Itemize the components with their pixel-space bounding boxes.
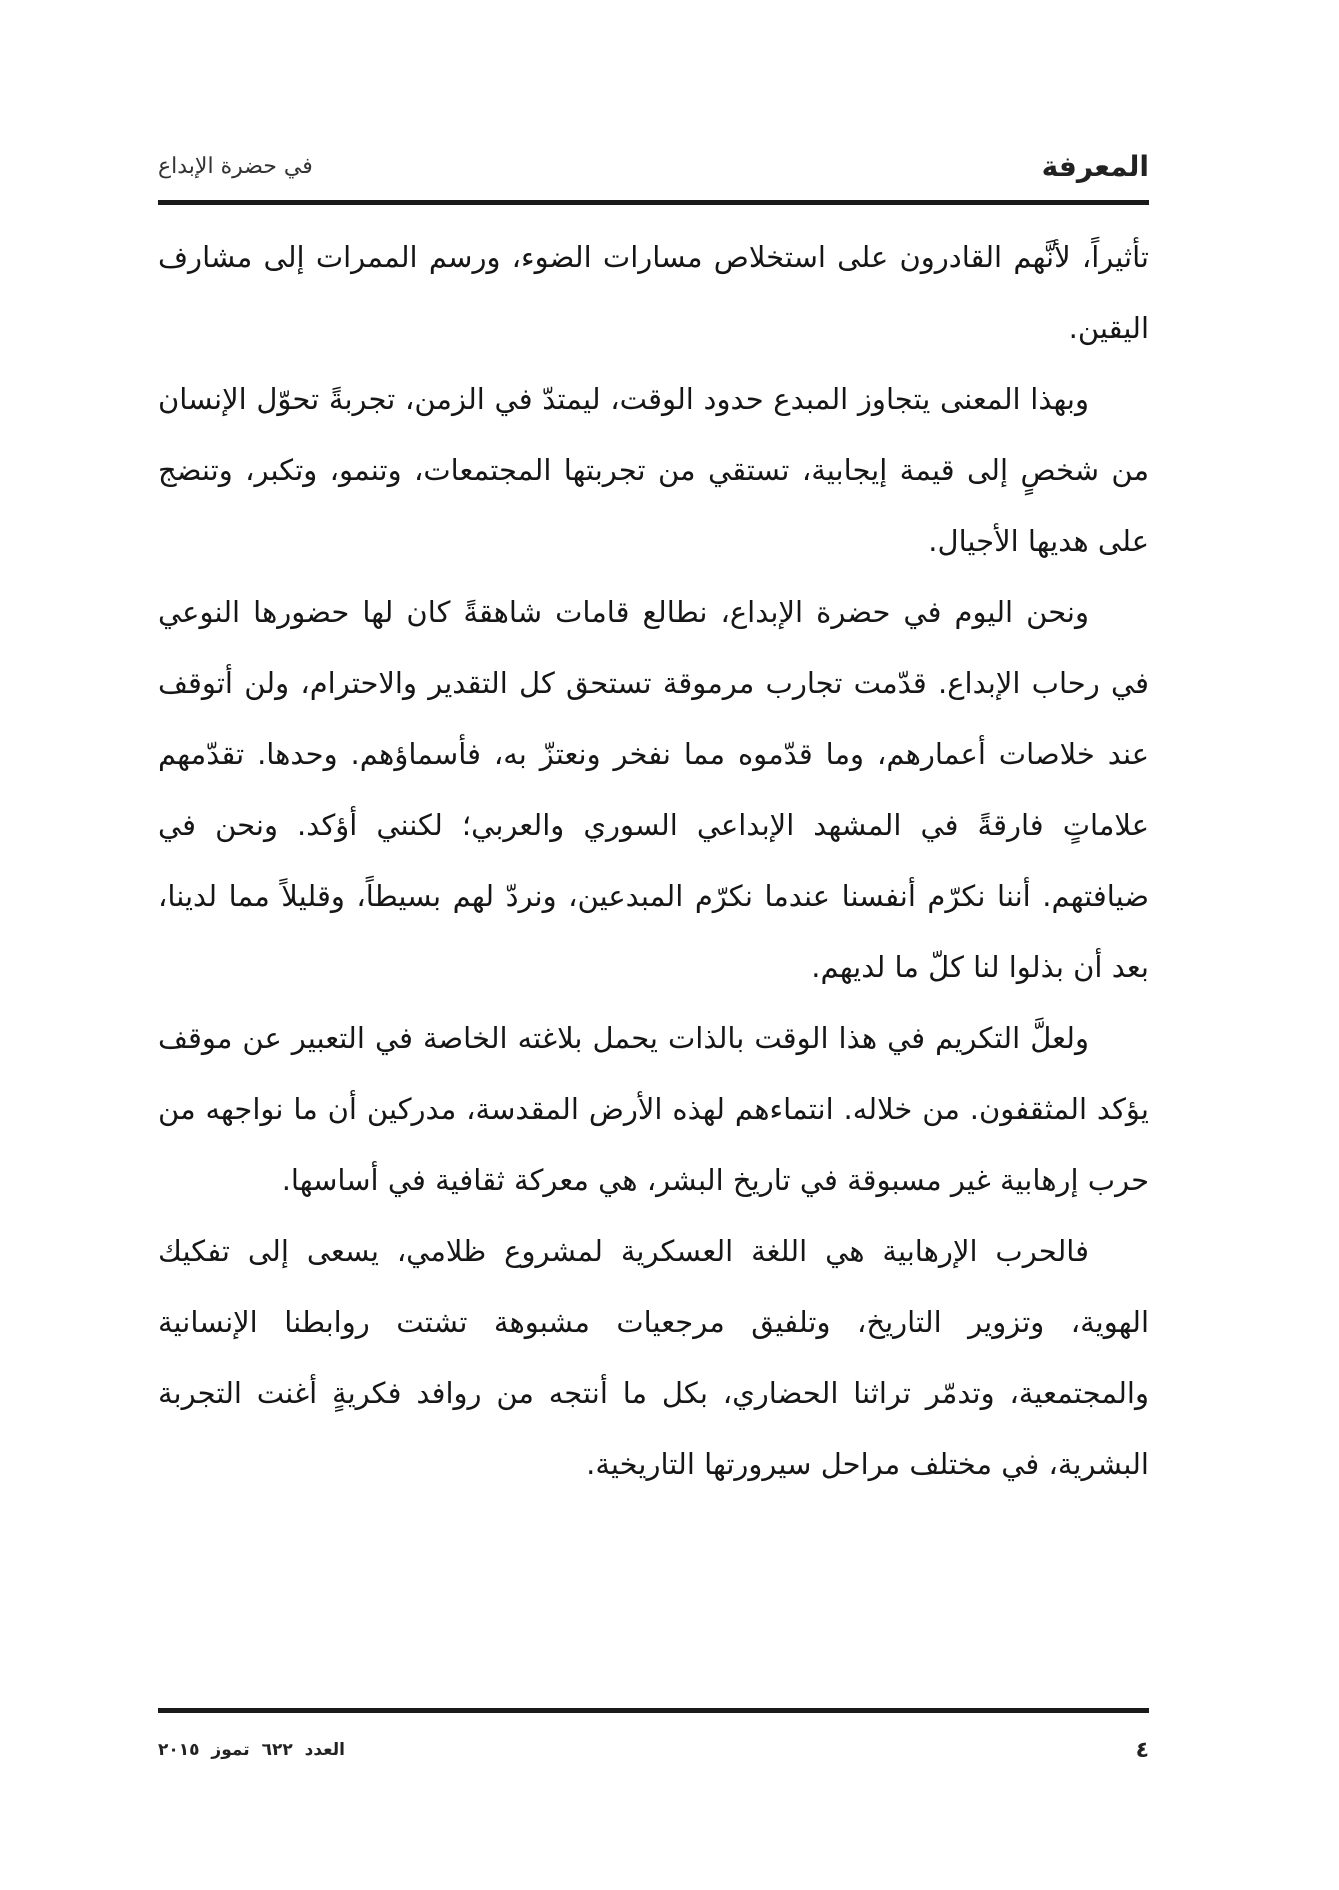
paragraph-4: ولعلَّ التكريم في هذا الوقت بالذات يحمل بلاغته الخاصة في التعبير عن موقف يؤكد المثقفون. من خلاله. انتماءهم لهذه الأرض المقدسة، مدركين أن ما نواجهه من حرب إرهابية غير مسبوقة في تاريخ البشر، هي معركة ثقافية في أساسها. — [158, 1021, 1149, 1197]
article-body — [158, 222, 1149, 1500]
footer-divider — [158, 1708, 1149, 1713]
page-header — [158, 150, 1149, 190]
magazine-logo: المعرفة — [1041, 150, 1149, 183]
paragraph-2: وبهذا المعنى يتجاوز المبدع حدود الوقت، ليمتدّ في الزمن، تجربةً تحوّل الإنسان من شخصٍ إلى قيمة إيجابية، تستقي من تجربتها المجتمعات، وتنمو، وتكبر، وتنضج على هديها الأجيال. — [158, 382, 1149, 558]
header-divider — [158, 200, 1149, 205]
page-number: ٤ — [1135, 1738, 1149, 1763]
paragraph-5: فالحرب الإرهابية هي اللغة العسكرية لمشروع ظلامي، يسعى إلى تفكيك الهوية، وتزوير التاريخ، وتلفيق مرجعيات مشبوهة تشتت روابطنا الإنسانية والمجتمعية، وتدمّر تراثنا الحضاري، بكل ما أنتجه من روافد فكريةٍ أغنت التجربة البشرية، في مختلف مراحل سيرورتها التاريخية. — [158, 1234, 1149, 1481]
paragraph-3: ونحن اليوم في حضرة الإبداع، نطالع قامات شاهقةً كان لها حضورها النوعي في رحاب الإبداع. قدّمت تجارب مرموقة تستحق كل التقدير والاحترام، ولن أتوقف عند خلاصات أعمارهم، وما قدّموه مما نفخر ونعتزّ به، فأسماؤهم. وحدها. تقدّمهم علاماتٍ فارقةً في المشهد الإبداعي السوري والعربي؛ لكنني أؤكد. ونحن في ضيافتهم. أننا نكرّم أنفسنا عندما نكرّم المبدعين، ونردّ لهم بسيطاً، وقليلاً مما لدينا، بعد أن بذلوا لنا كلّ ما لديهم. — [158, 595, 1149, 984]
page-footer — [158, 1738, 1149, 1778]
issue-info: العدد ٦٢٢ تموز ٢٠١٥ — [158, 1740, 345, 1760]
section-title: في حضرة الإبداع — [158, 154, 313, 179]
paragraph-1: تأثيراً، لأنَّهم القادرون على استخلاص مسارات الضوء، ورسم الممرات إلى مشارف اليقين. — [158, 240, 1149, 345]
